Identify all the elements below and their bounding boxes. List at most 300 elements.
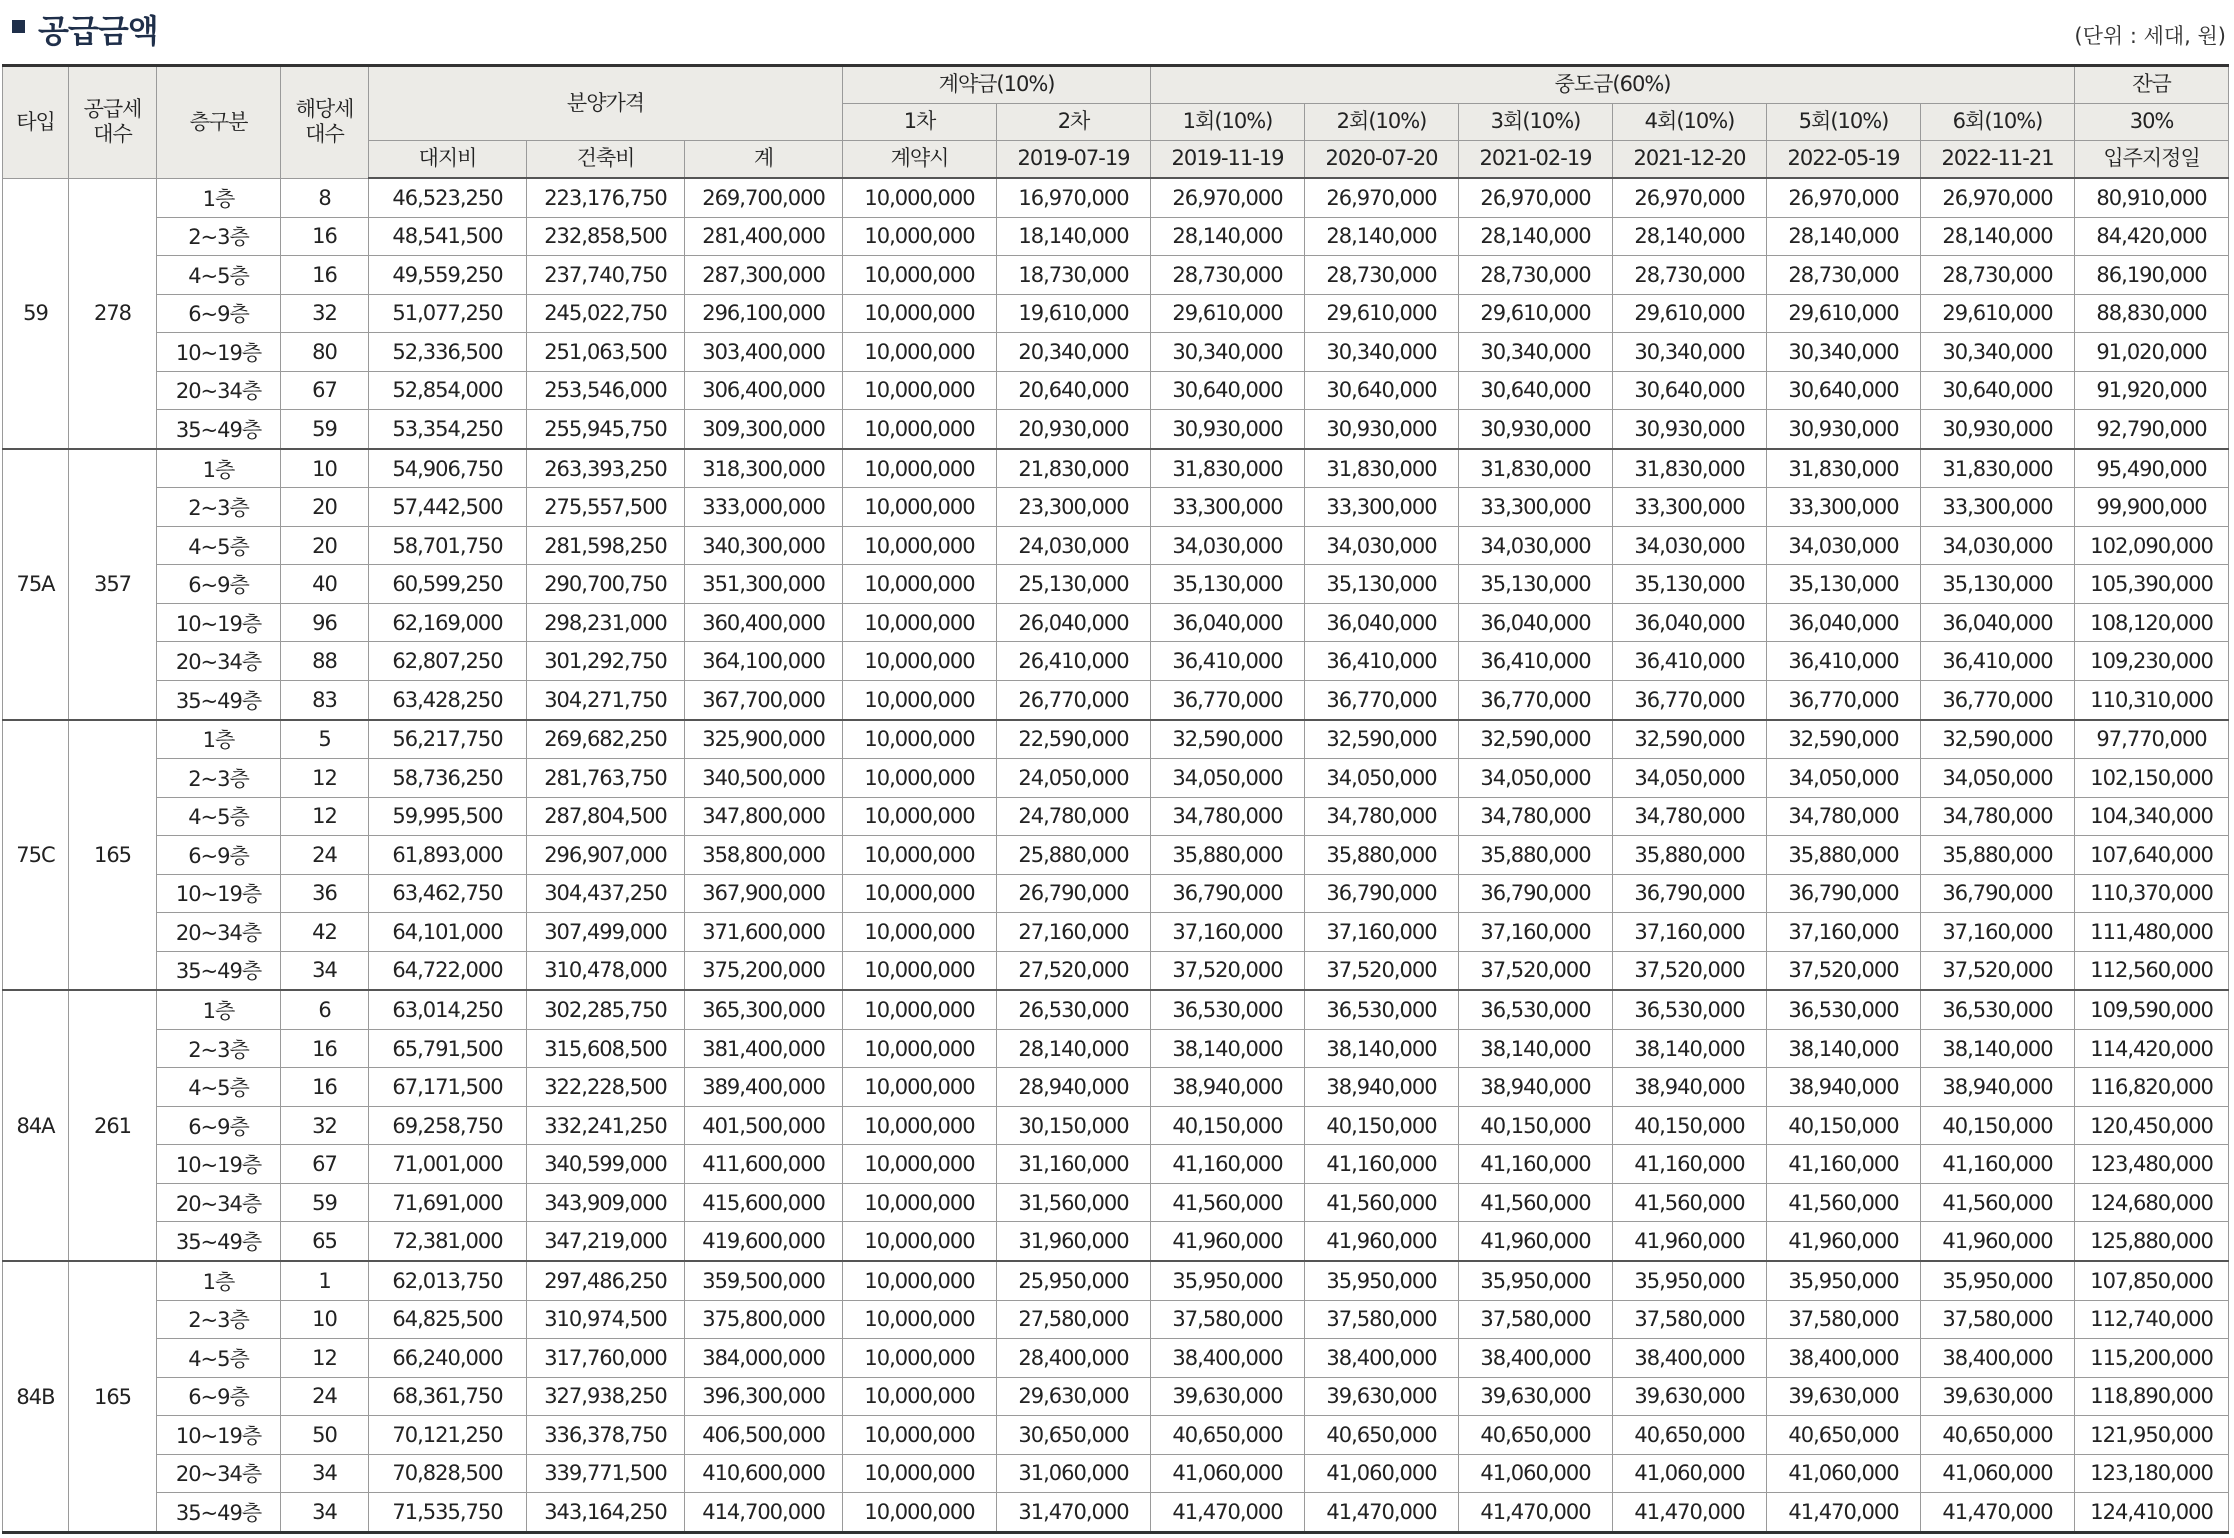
cell-land: 48,541,500 (369, 217, 527, 256)
header-m4-date: 2021-12-20 (1613, 141, 1767, 179)
cell-units: 5 (281, 720, 369, 759)
cell-floor: 6~9층 (157, 836, 281, 875)
cell-balance: 124,680,000 (2075, 1183, 2229, 1222)
cell-middle-2: 34,780,000 (1305, 797, 1459, 836)
cell-total: 364,100,000 (685, 642, 843, 681)
cell-building: 310,974,500 (527, 1300, 685, 1339)
cell-middle-3: 36,040,000 (1459, 603, 1613, 642)
cell-contract-1: 10,000,000 (843, 256, 997, 295)
cell-building: 281,763,750 (527, 759, 685, 798)
cell-land: 59,995,500 (369, 797, 527, 836)
table-row (3, 256, 2229, 295)
cell-units: 16 (281, 256, 369, 295)
header-m3-date: 2021-02-19 (1459, 141, 1613, 179)
cell-middle-3: 41,060,000 (1459, 1454, 1613, 1493)
cell-floor: 4~5층 (157, 256, 281, 295)
header-m2-date: 2020-07-20 (1305, 141, 1459, 179)
header-type: 타입 (3, 66, 69, 179)
table-row (3, 680, 2229, 719)
square-bullet-icon (12, 20, 25, 33)
table-row (3, 642, 2229, 681)
cell-total: 340,500,000 (685, 759, 843, 798)
cell-floor: 6~9층 (157, 1377, 281, 1416)
cell-middle-2: 40,650,000 (1305, 1416, 1459, 1455)
cell-middle-6: 39,630,000 (1921, 1377, 2075, 1416)
cell-balance: 109,590,000 (2075, 990, 2229, 1029)
cell-middle-1: 40,150,000 (1151, 1106, 1305, 1145)
cell-land: 66,240,000 (369, 1339, 527, 1378)
cell-middle-6: 40,150,000 (1921, 1106, 2075, 1145)
cell-middle-1: 36,410,000 (1151, 642, 1305, 681)
cell-middle-6: 32,590,000 (1921, 720, 2075, 759)
cell-land: 64,722,000 (369, 951, 527, 990)
cell-middle-6: 31,830,000 (1921, 449, 2075, 488)
cell-total: 318,300,000 (685, 449, 843, 488)
cell-middle-2: 32,590,000 (1305, 720, 1459, 759)
cell-middle-4: 36,410,000 (1613, 642, 1767, 681)
cell-middle-2: 37,160,000 (1305, 913, 1459, 952)
cell-middle-4: 35,880,000 (1613, 836, 1767, 875)
cell-floor: 10~19층 (157, 1416, 281, 1455)
cell-middle-2: 37,580,000 (1305, 1300, 1459, 1339)
cell-middle-4: 35,950,000 (1613, 1261, 1767, 1300)
header-m6-date: 2022-11-21 (1921, 141, 2075, 179)
cell-units: 16 (281, 1068, 369, 1107)
cell-balance: 86,190,000 (2075, 256, 2229, 295)
cell-middle-5: 36,770,000 (1767, 680, 1921, 719)
cell-land: 61,893,000 (369, 836, 527, 875)
table-row (3, 1261, 2229, 1300)
cell-middle-4: 36,530,000 (1613, 990, 1767, 1029)
cell-middle-5: 38,140,000 (1767, 1029, 1921, 1068)
cell-contract-2: 26,530,000 (997, 990, 1151, 1029)
cell-contract-2: 26,790,000 (997, 874, 1151, 913)
cell-middle-4: 29,610,000 (1613, 294, 1767, 333)
cell-balance: 110,310,000 (2075, 680, 2229, 719)
cell-floor: 4~5층 (157, 1339, 281, 1378)
cell-middle-1: 39,630,000 (1151, 1377, 1305, 1416)
cell-middle-5: 41,960,000 (1767, 1222, 1921, 1261)
cell-units: 67 (281, 371, 369, 410)
cell-middle-6: 37,160,000 (1921, 913, 2075, 952)
cell-building: 237,740,750 (527, 256, 685, 295)
cell-total: 375,200,000 (685, 951, 843, 990)
cell-middle-2: 41,470,000 (1305, 1493, 1459, 1533)
cell-total: 381,400,000 (685, 1029, 843, 1068)
cell-floor: 20~34층 (157, 913, 281, 952)
cell-middle-3: 37,580,000 (1459, 1300, 1613, 1339)
cell-balance: 108,120,000 (2075, 603, 2229, 642)
cell-middle-2: 34,050,000 (1305, 759, 1459, 798)
cell-land: 68,361,750 (369, 1377, 527, 1416)
cell-middle-4: 36,770,000 (1613, 680, 1767, 719)
cell-total: 325,900,000 (685, 720, 843, 759)
cell-land: 60,599,250 (369, 565, 527, 604)
cell-total: 414,700,000 (685, 1493, 843, 1533)
cell-contract-2: 27,580,000 (997, 1300, 1151, 1339)
header-m6: 6회(10%) (1921, 104, 2075, 141)
cell-land: 52,336,500 (369, 333, 527, 372)
page-title: 공급금액 (38, 12, 158, 50)
cell-contract-2: 20,930,000 (997, 410, 1151, 449)
cell-land: 69,258,750 (369, 1106, 527, 1145)
cell-middle-1: 35,880,000 (1151, 836, 1305, 875)
table-row (3, 1222, 2229, 1261)
cell-balance: 84,420,000 (2075, 217, 2229, 256)
cell-middle-5: 34,780,000 (1767, 797, 1921, 836)
cell-contract-1: 10,000,000 (843, 333, 997, 372)
cell-balance: 104,340,000 (2075, 797, 2229, 836)
cell-floor: 10~19층 (157, 874, 281, 913)
cell-middle-5: 28,730,000 (1767, 256, 1921, 295)
header-m5-date: 2022-05-19 (1767, 141, 1921, 179)
cell-floor: 6~9층 (157, 1106, 281, 1145)
cell-building: 340,599,000 (527, 1145, 685, 1184)
cell-middle-6: 35,130,000 (1921, 565, 2075, 604)
cell-middle-3: 38,140,000 (1459, 1029, 1613, 1068)
cell-balance: 107,850,000 (2075, 1261, 2229, 1300)
cell-contract-2: 18,730,000 (997, 256, 1151, 295)
cell-middle-6: 35,950,000 (1921, 1261, 2075, 1300)
cell-middle-1: 32,590,000 (1151, 720, 1305, 759)
cell-middle-1: 34,030,000 (1151, 526, 1305, 565)
cell-floor: 20~34층 (157, 642, 281, 681)
cell-contract-2: 20,340,000 (997, 333, 1151, 372)
cell-floor: 2~3층 (157, 1029, 281, 1068)
table-row (3, 759, 2229, 798)
cell-contract-1: 10,000,000 (843, 680, 997, 719)
cell-balance: 114,420,000 (2075, 1029, 2229, 1068)
cell-total: 287,300,000 (685, 256, 843, 295)
header-balance-date: 입주지정일 (2075, 141, 2229, 179)
cell-units: 34 (281, 951, 369, 990)
cell-units: 34 (281, 1493, 369, 1533)
cell-middle-6: 41,560,000 (1921, 1183, 2075, 1222)
cell-middle-6: 41,960,000 (1921, 1222, 2075, 1261)
cell-middle-1: 41,560,000 (1151, 1183, 1305, 1222)
cell-middle-6: 36,410,000 (1921, 642, 2075, 681)
cell-middle-4: 41,960,000 (1613, 1222, 1767, 1261)
cell-middle-3: 34,780,000 (1459, 797, 1613, 836)
cell-middle-1: 38,140,000 (1151, 1029, 1305, 1068)
cell-middle-5: 38,940,000 (1767, 1068, 1921, 1107)
cell-units: 20 (281, 488, 369, 527)
cell-building: 245,022,750 (527, 294, 685, 333)
cell-middle-1: 36,790,000 (1151, 874, 1305, 913)
cell-total: 396,300,000 (685, 1377, 843, 1416)
cell-total: 296,100,000 (685, 294, 843, 333)
cell-contract-2: 24,050,000 (997, 759, 1151, 798)
cell-contract-1: 10,000,000 (843, 449, 997, 488)
supply-price-table (2, 64, 2229, 1534)
cell-units: 96 (281, 603, 369, 642)
cell-total: 333,000,000 (685, 488, 843, 527)
cell-units: 12 (281, 1339, 369, 1378)
header-balance: 잔금 (2075, 66, 2229, 104)
table-row (3, 1183, 2229, 1222)
cell-middle-5: 26,970,000 (1767, 178, 1921, 217)
header-building: 건축비 (527, 141, 685, 179)
cell-middle-1: 34,050,000 (1151, 759, 1305, 798)
cell-middle-3: 35,880,000 (1459, 836, 1613, 875)
cell-units: 59 (281, 410, 369, 449)
cell-middle-4: 38,400,000 (1613, 1339, 1767, 1378)
cell-units: 12 (281, 759, 369, 798)
cell-middle-6: 33,300,000 (1921, 488, 2075, 527)
cell-balance: 120,450,000 (2075, 1106, 2229, 1145)
cell-middle-1: 38,940,000 (1151, 1068, 1305, 1107)
cell-middle-5: 35,880,000 (1767, 836, 1921, 875)
cell-middle-6: 36,770,000 (1921, 680, 2075, 719)
cell-floor: 4~5층 (157, 1068, 281, 1107)
cell-middle-6: 36,790,000 (1921, 874, 2075, 913)
cell-total: 347,800,000 (685, 797, 843, 836)
cell-building: 304,437,250 (527, 874, 685, 913)
cell-middle-3: 36,530,000 (1459, 990, 1613, 1029)
cell-land: 65,791,500 (369, 1029, 527, 1068)
cell-building: 304,271,750 (527, 680, 685, 719)
cell-contract-1: 10,000,000 (843, 565, 997, 604)
cell-middle-4: 34,030,000 (1613, 526, 1767, 565)
cell-contract-2: 31,060,000 (997, 1454, 1151, 1493)
cell-middle-2: 41,560,000 (1305, 1183, 1459, 1222)
cell-middle-2: 30,340,000 (1305, 333, 1459, 372)
cell-middle-2: 33,300,000 (1305, 488, 1459, 527)
cell-total: 367,700,000 (685, 680, 843, 719)
cell-contract-2: 25,950,000 (997, 1261, 1151, 1300)
table-row (3, 1145, 2229, 1184)
cell-middle-5: 35,950,000 (1767, 1261, 1921, 1300)
cell-middle-4: 35,130,000 (1613, 565, 1767, 604)
cell-middle-5: 32,590,000 (1767, 720, 1921, 759)
cell-middle-3: 35,950,000 (1459, 1261, 1613, 1300)
cell-middle-4: 33,300,000 (1613, 488, 1767, 527)
cell-middle-1: 36,040,000 (1151, 603, 1305, 642)
cell-units: 65 (281, 1222, 369, 1261)
cell-middle-2: 41,960,000 (1305, 1222, 1459, 1261)
cell-contract-2: 28,400,000 (997, 1339, 1151, 1378)
cell-middle-1: 28,730,000 (1151, 256, 1305, 295)
cell-supply-units: 261 (69, 990, 157, 1261)
cell-contract-1: 10,000,000 (843, 720, 997, 759)
cell-middle-2: 35,130,000 (1305, 565, 1459, 604)
cell-land: 49,559,250 (369, 256, 527, 295)
cell-land: 62,807,250 (369, 642, 527, 681)
cell-floor: 2~3층 (157, 488, 281, 527)
cell-units: 16 (281, 217, 369, 256)
cell-middle-4: 37,580,000 (1613, 1300, 1767, 1339)
cell-middle-2: 39,630,000 (1305, 1377, 1459, 1416)
cell-middle-4: 40,650,000 (1613, 1416, 1767, 1455)
cell-building: 253,546,000 (527, 371, 685, 410)
cell-contract-2: 20,640,000 (997, 371, 1151, 410)
header-supply-units (69, 66, 157, 179)
cell-land: 63,428,250 (369, 680, 527, 719)
cell-middle-6: 36,530,000 (1921, 990, 2075, 1029)
cell-middle-3: 41,470,000 (1459, 1493, 1613, 1533)
cell-middle-1: 36,530,000 (1151, 990, 1305, 1029)
cell-middle-3: 32,590,000 (1459, 720, 1613, 759)
cell-floor: 1층 (157, 990, 281, 1029)
cell-balance: 118,890,000 (2075, 1377, 2229, 1416)
cell-middle-5: 37,160,000 (1767, 913, 1921, 952)
cell-balance: 80,910,000 (2075, 178, 2229, 217)
cell-middle-1: 41,960,000 (1151, 1222, 1305, 1261)
cell-units: 42 (281, 913, 369, 952)
cell-land: 46,523,250 (369, 178, 527, 217)
cell-building: 315,608,500 (527, 1029, 685, 1068)
cell-floor: 4~5층 (157, 526, 281, 565)
cell-middle-5: 30,340,000 (1767, 333, 1921, 372)
cell-middle-3: 39,630,000 (1459, 1377, 1613, 1416)
table-row (3, 720, 2229, 759)
cell-contract-1: 10,000,000 (843, 410, 997, 449)
cell-units: 12 (281, 797, 369, 836)
header-balance-pct: 30% (2075, 104, 2229, 141)
cell-balance: 91,020,000 (2075, 333, 2229, 372)
cell-supply-units: 357 (69, 449, 157, 720)
cell-contract-2: 26,770,000 (997, 680, 1151, 719)
cell-middle-6: 38,400,000 (1921, 1339, 2075, 1378)
cell-middle-4: 41,560,000 (1613, 1183, 1767, 1222)
cell-total: 309,300,000 (685, 410, 843, 449)
cell-middle-3: 30,340,000 (1459, 333, 1613, 372)
cell-contract-1: 10,000,000 (843, 642, 997, 681)
cell-middle-6: 38,140,000 (1921, 1029, 2075, 1068)
cell-units: 88 (281, 642, 369, 681)
cell-middle-2: 40,150,000 (1305, 1106, 1459, 1145)
cell-units: 16 (281, 1029, 369, 1068)
cell-contract-2: 19,610,000 (997, 294, 1151, 333)
cell-middle-2: 36,530,000 (1305, 990, 1459, 1029)
cell-contract-2: 31,470,000 (997, 1493, 1151, 1533)
cell-total: 406,500,000 (685, 1416, 843, 1455)
header-contract: 계약금(10%) (843, 66, 1151, 104)
cell-land: 58,736,250 (369, 759, 527, 798)
cell-floor: 2~3층 (157, 217, 281, 256)
cell-units: 32 (281, 294, 369, 333)
cell-contract-2: 26,410,000 (997, 642, 1151, 681)
cell-floor: 35~49층 (157, 680, 281, 719)
cell-building: 332,241,250 (527, 1106, 685, 1145)
cell-middle-1: 37,580,000 (1151, 1300, 1305, 1339)
cell-building: 343,909,000 (527, 1183, 685, 1222)
table-row (3, 951, 2229, 990)
cell-middle-3: 36,770,000 (1459, 680, 1613, 719)
cell-middle-6: 28,140,000 (1921, 217, 2075, 256)
cell-balance: 107,640,000 (2075, 836, 2229, 875)
cell-land: 71,001,000 (369, 1145, 527, 1184)
cell-middle-5: 34,050,000 (1767, 759, 1921, 798)
cell-middle-6: 40,650,000 (1921, 1416, 2075, 1455)
cell-middle-2: 30,930,000 (1305, 410, 1459, 449)
cell-middle-3: 30,640,000 (1459, 371, 1613, 410)
cell-middle-5: 41,470,000 (1767, 1493, 1921, 1533)
cell-middle-1: 30,340,000 (1151, 333, 1305, 372)
cell-middle-3: 28,730,000 (1459, 256, 1613, 295)
table-row (3, 836, 2229, 875)
cell-contract-2: 26,040,000 (997, 603, 1151, 642)
cell-contract-2: 28,140,000 (997, 1029, 1151, 1068)
cell-balance: 97,770,000 (2075, 720, 2229, 759)
cell-total: 410,600,000 (685, 1454, 843, 1493)
cell-contract-2: 25,880,000 (997, 836, 1151, 875)
cell-middle-6: 34,050,000 (1921, 759, 2075, 798)
cell-total: 389,400,000 (685, 1068, 843, 1107)
cell-middle-2: 41,060,000 (1305, 1454, 1459, 1493)
cell-building: 298,231,000 (527, 603, 685, 642)
cell-middle-6: 30,340,000 (1921, 333, 2075, 372)
cell-balance: 91,920,000 (2075, 371, 2229, 410)
cell-balance: 115,200,000 (2075, 1339, 2229, 1378)
cell-middle-2: 35,880,000 (1305, 836, 1459, 875)
table-row (3, 990, 2229, 1029)
cell-middle-4: 41,060,000 (1613, 1454, 1767, 1493)
table-row (3, 294, 2229, 333)
cell-middle-5: 37,520,000 (1767, 951, 1921, 990)
cell-middle-5: 40,650,000 (1767, 1416, 1921, 1455)
cell-balance: 109,230,000 (2075, 642, 2229, 681)
cell-supply-units: 165 (69, 720, 157, 991)
cell-units: 10 (281, 449, 369, 488)
cell-middle-2: 31,830,000 (1305, 449, 1459, 488)
cell-middle-6: 37,520,000 (1921, 951, 2075, 990)
cell-building: 347,219,000 (527, 1222, 685, 1261)
cell-floor: 20~34층 (157, 1183, 281, 1222)
cell-contract-2: 23,300,000 (997, 488, 1151, 527)
cell-building: 232,858,500 (527, 217, 685, 256)
cell-contract-2: 25,130,000 (997, 565, 1151, 604)
cell-middle-1: 35,950,000 (1151, 1261, 1305, 1300)
cell-building: 223,176,750 (527, 178, 685, 217)
cell-building: 281,598,250 (527, 526, 685, 565)
cell-middle-3: 31,830,000 (1459, 449, 1613, 488)
cell-middle-2: 29,610,000 (1305, 294, 1459, 333)
cell-floor: 2~3층 (157, 1300, 281, 1339)
cell-units: 32 (281, 1106, 369, 1145)
cell-middle-2: 36,790,000 (1305, 874, 1459, 913)
cell-middle-5: 40,150,000 (1767, 1106, 1921, 1145)
cell-land: 62,169,000 (369, 603, 527, 642)
header-units-text: 해당세대수 (295, 97, 354, 147)
cell-middle-2: 28,140,000 (1305, 217, 1459, 256)
cell-contract-2: 16,970,000 (997, 178, 1151, 217)
cell-middle-4: 30,930,000 (1613, 410, 1767, 449)
cell-building: 339,771,500 (527, 1454, 685, 1493)
cell-contract-1: 10,000,000 (843, 1300, 997, 1339)
table-row (3, 1339, 2229, 1378)
cell-middle-6: 35,880,000 (1921, 836, 2075, 875)
cell-building: 302,285,750 (527, 990, 685, 1029)
cell-middle-4: 39,630,000 (1613, 1377, 1767, 1416)
cell-floor: 35~49층 (157, 951, 281, 990)
cell-supply-units: 165 (69, 1261, 157, 1533)
cell-contract-1: 10,000,000 (843, 1145, 997, 1184)
cell-building: 290,700,750 (527, 565, 685, 604)
cell-middle-4: 32,590,000 (1613, 720, 1767, 759)
cell-balance: 110,370,000 (2075, 874, 2229, 913)
cell-units: 24 (281, 1377, 369, 1416)
cell-floor: 35~49층 (157, 410, 281, 449)
cell-type: 59 (3, 178, 69, 449)
table-row (3, 217, 2229, 256)
cell-middle-5: 41,060,000 (1767, 1454, 1921, 1493)
cell-balance: 125,880,000 (2075, 1222, 2229, 1261)
table-row (3, 410, 2229, 449)
cell-type: 75C (3, 720, 69, 991)
cell-contract-1: 10,000,000 (843, 951, 997, 990)
cell-building: 263,393,250 (527, 449, 685, 488)
